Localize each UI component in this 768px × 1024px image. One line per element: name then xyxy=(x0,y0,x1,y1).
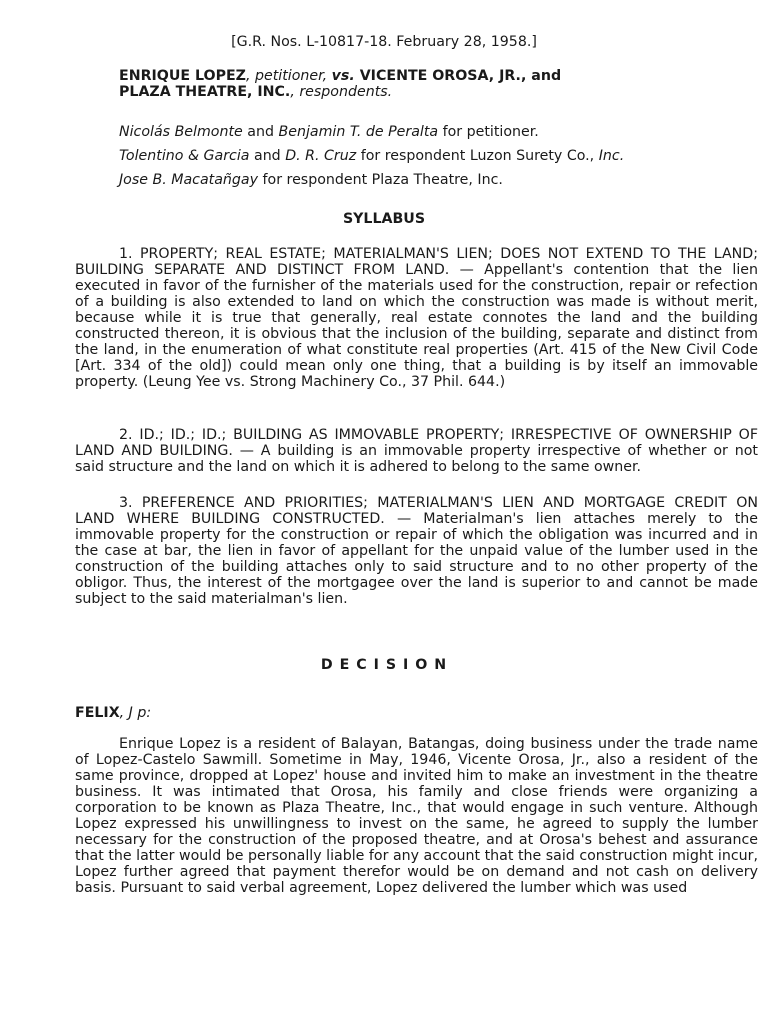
counsel-line-plaza-theatre xyxy=(119,172,759,188)
versus-label: vs. xyxy=(331,68,355,84)
syllabus-paragraph-2: 2. ID.; ID.; ID.; BUILDING AS IMMOVABLE PROPERTY; IRRESPECTIVE OF OWNERSHIP OF LAND AND BUILDING. — A building is an immovable property irrespective of whether or not said structure and the land on which it is adhered to belong to the same owner. xyxy=(75,427,758,475)
counsel-text: and xyxy=(249,148,286,164)
syllabus-paragraph-1: 1. PROPERTY; REAL ESTATE; MATERIALMAN'S LIEN; DOES NOT EXTEND TO THE LAND; BUILDING SEPARATE AND DISTINCT FROM LAND. — Appellant's contention that the lien executed in favor of the furnisher of the materials used for the construction, repair or refection of a building is also extended to land on which the construction was made is without merit, because while it is true that generally, real estate connotes the land and the building constructed thereon, it is obvious that the inclusion of the building, separate and distinct from the land, in the enumeration of what constitute real properties (Art. 415 of the New Civil Code [Art. 334 of the old]) could mean only one thing, that a building is by itself an immovable property. (Leung Yee vs. Strong Machinery Co., 37 Phil. 644.) xyxy=(75,246,758,390)
syllabus-paragraph-3: 3. PREFERENCE AND PRIORITIES; MATERIALMAN'S LIEN AND MORTGAGE CREDIT ON LAND WHERE BUILDING CONSTRUCTED. — Materialman's lien attaches merely to the immovable property for the construction or repair of which the obligation was incurred and in the case at bar, the lien in favor of appellant for the unpaid value of the lumber used in the construction of the building attaches only to said structure and to no other property of the obligor. Thus, the interest of the mortgagee over the land is superior to and cannot be made subject to the said materialman's lien. xyxy=(75,495,758,607)
respondent-names-2: PLAZA THEATRE, INC. xyxy=(119,84,291,100)
decision-paragraph-1: Enrique Lopez is a resident of Balayan, Batangas, doing business under the trade name of Lopez-Castelo Sawmill. Sometime in May, 1946, Vicente Orosa, Jr., also a resident of the same province, dropped at Lopez' house and invited him to make an investment in the theatre business. It was intimated that Orosa, his family and close friends were organizing a corporation to be known as Plaza Theatre, Inc., that would engage in such venture. Although Lopez expressed his unwillingness to invest on the same, he agreed to supply the lumber necessary for the construction of the proposed theatre, and at Orosa's behest and assurance that the latter would be personally liable for any account that the said construction might incur, Lopez further agreed that payment therefor would be on demand and not cash on delivery basis. Pursuant to said verbal agreement, Lopez delivered the lumber which was used xyxy=(75,736,758,896)
counsel-text: Inc. xyxy=(598,148,625,164)
case-number-line xyxy=(0,34,768,50)
counsel-text: for petitioner. xyxy=(438,124,539,140)
counsel-name: Tolentino & Garcia xyxy=(119,148,250,164)
counsel-name: Jose B. Macatañgay xyxy=(119,172,259,188)
counsel-name: Nicolás Belmonte xyxy=(119,124,243,140)
decision-heading-text: D E C I S I O N xyxy=(320,657,448,673)
counsel-line-petitioner xyxy=(119,124,759,140)
syllabus-heading-text: SYLLABUS xyxy=(342,211,426,227)
ponente-title: , J p: xyxy=(119,705,152,721)
petitioner-name: ENRIQUE LOPEZ xyxy=(119,68,246,84)
respondent-role: , respondents. xyxy=(290,84,393,100)
counsel-text: for respondent Luzon Surety Co., xyxy=(356,148,599,164)
counsel-name: D. R. Cruz xyxy=(285,148,357,164)
counsel-name: Benjamin T. de Peralta xyxy=(278,124,439,140)
decision-heading xyxy=(0,657,768,673)
counsel-text: and xyxy=(242,124,279,140)
counsel-line-luzon-surety xyxy=(119,148,759,164)
petitioner-role: , petitioner, xyxy=(245,68,332,84)
respondent-names-1: VICENTE OROSA, JR., and xyxy=(354,68,562,84)
case-number: [G.R. Nos. L-10817-18. February 28, 1958.] xyxy=(231,34,537,50)
ponente-line xyxy=(75,705,755,721)
syllabus-heading xyxy=(0,211,768,227)
counsel-text: for respondent Plaza Theatre, Inc. xyxy=(258,172,503,188)
ponente-name: FELIX xyxy=(75,705,120,721)
case-parties xyxy=(119,68,759,100)
